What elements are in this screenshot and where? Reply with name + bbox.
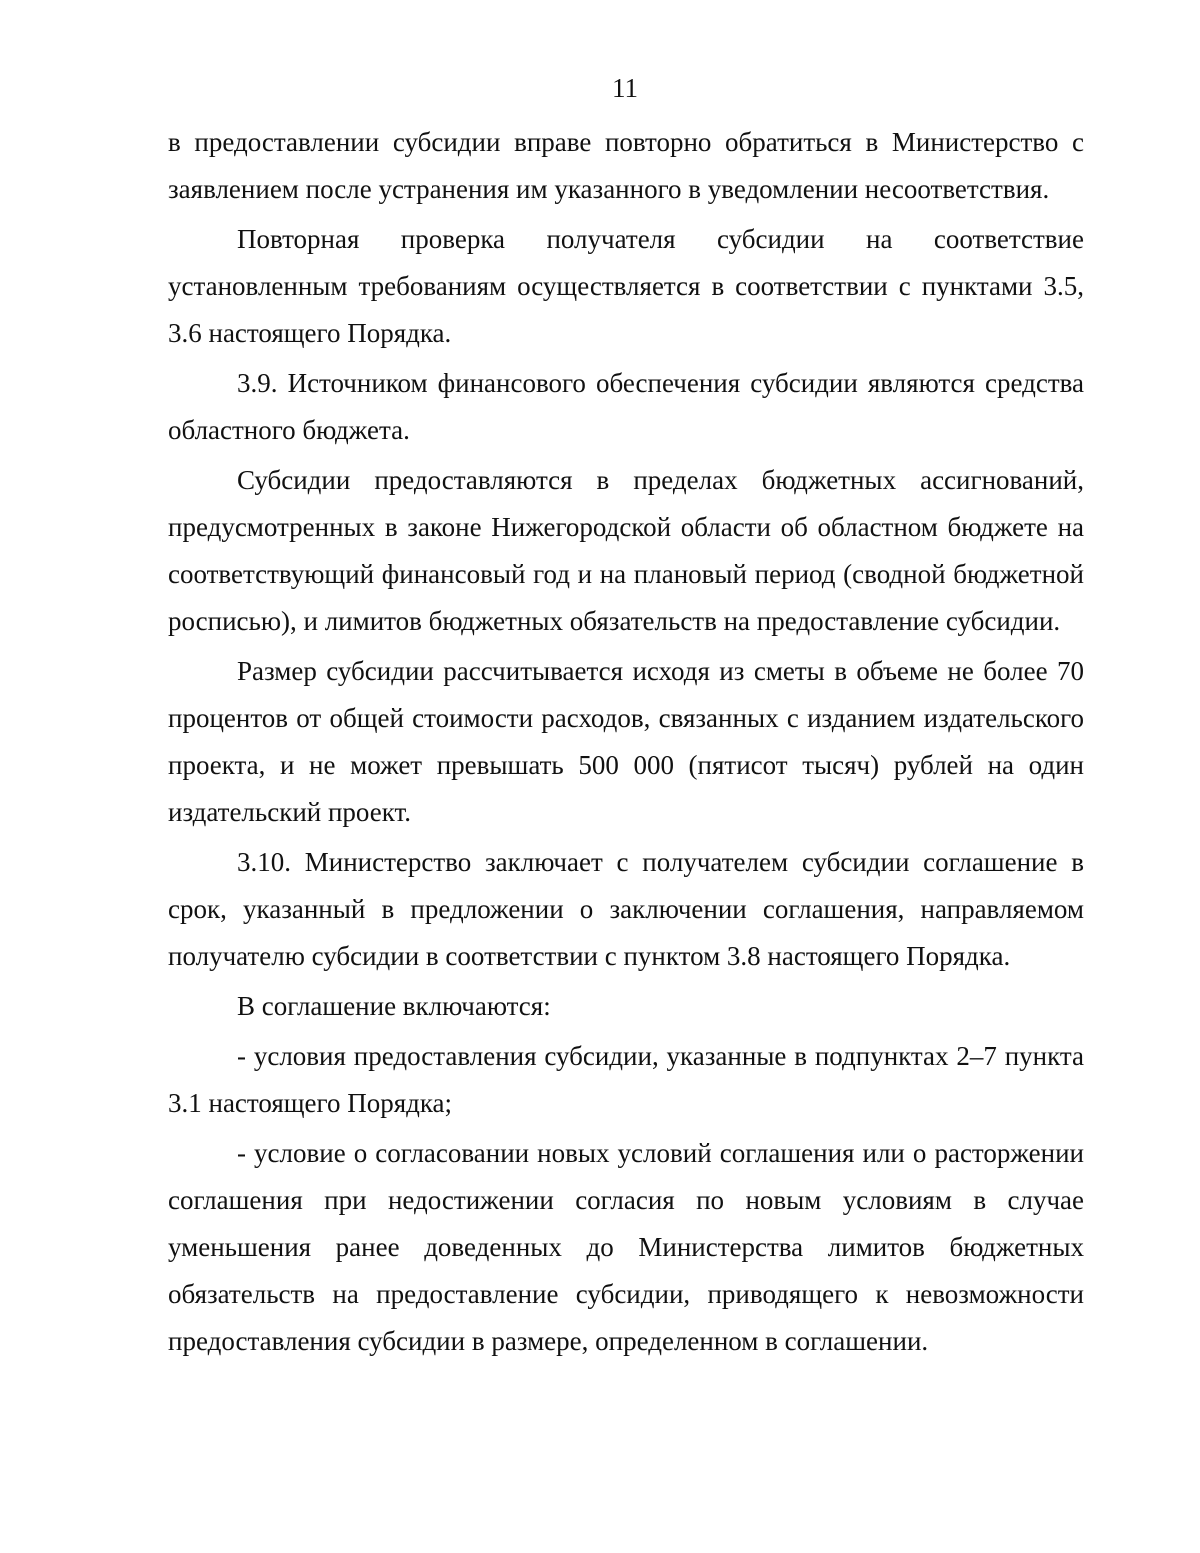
paragraph-agreement-includes: В соглашение включаются: (237, 991, 551, 1021)
paragraph-repeat-check: Повторная проверка получателя субсидии на соответствие установленным требованиям осуществляется в соответствии с пунктами 3.5, 3.6 настоящего Порядка. (168, 224, 1084, 348)
list-item-conditions: - условия предоставления субсидии, указанные в подпунктах 2–7 пункта 3.1 настоящего Порядка; (168, 1041, 1084, 1118)
paragraph-3-10-agreement: 3.10. Министерство заключает с получателем субсидии соглашение в срок, указанный в предложении о заключении соглашения, направляемом получателю субсидии в соответствии с пунктом 3.8 настоящего Порядка. (168, 847, 1084, 971)
list-item-new-conditions: - условие о согласовании новых условий соглашения или о расторжении соглашения при недостижении согласия по новым условиям в случае уменьшения ранее доведенных до Министерства лимитов бюджетных обязательств на предоставление субсидии, приводящего к невозможности предоставления субсидии в размере, определенном в соглашении. (168, 1138, 1084, 1356)
document-body (168, 119, 1084, 1365)
paragraph-3-9-funding-source: 3.9. Источником финансового обеспечения субсидии являются средства областного бюджета. (168, 368, 1084, 445)
page-number: 11 (612, 73, 638, 103)
paragraph-subsidy-amount: Размер субсидии рассчитывается исходя из сметы в объеме не более 70 процентов от общей стоимости расходов, связанных с изданием издательского проекта, и не может превышать 500 000 (пятисот тысяч) рублей на один издательский проект. (168, 656, 1084, 827)
paragraph-budget-limits: Субсидии предоставляются в пределах бюджетных ассигнований, предусмотренных в законе Нижегородской области об областном бюджете на соответствующий финансовый год и на плановый период (сводной бюджетной росписью), и лимитов бюджетных обязательств на предоставление субсидии. (168, 465, 1084, 636)
paragraph-continuation: в предоставлении субсидии вправе повторно обратиться в Министерство с заявлением после устранения им указанного в уведомлении несоответствия. (168, 127, 1084, 204)
